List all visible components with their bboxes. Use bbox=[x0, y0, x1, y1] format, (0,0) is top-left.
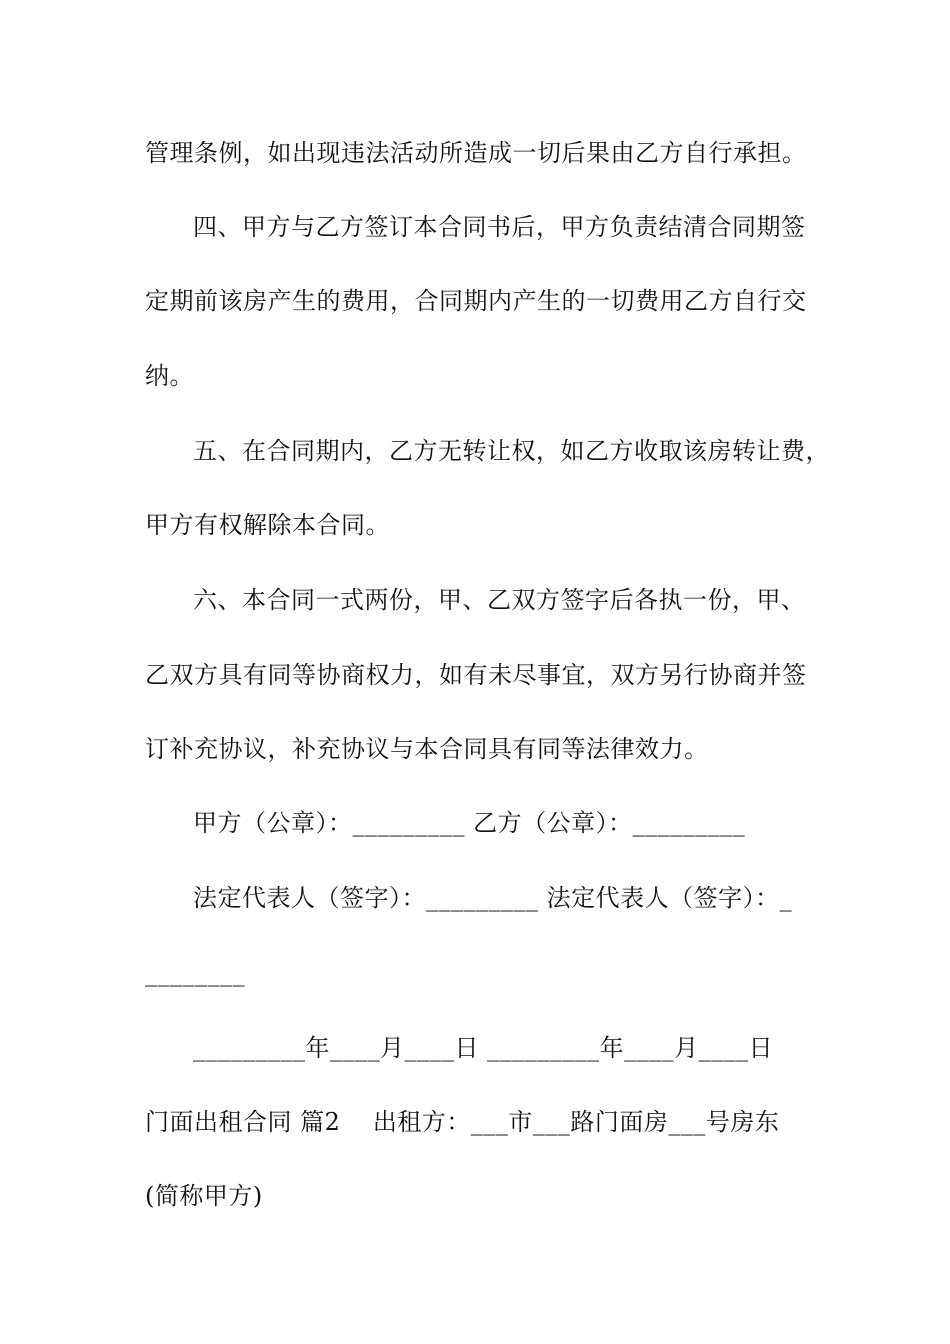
paragraph-line: 五、在合同期内，乙方无转让权，如乙方收取该房转让费， bbox=[193, 437, 830, 465]
signature-representative-continuation: ________ bbox=[145, 959, 245, 987]
paragraph-line: 甲方有权解除本合同。 bbox=[145, 511, 390, 539]
paragraph-line: 订补充协议，补充协议与本合同具有同等法律效力。 bbox=[145, 735, 709, 763]
paragraph-line: 定期前该房产生的费用，合同期内产生的一切费用乙方自行交 bbox=[145, 287, 807, 315]
signature-seal-line: 甲方（公章）：_________ 乙方（公章）：_________ bbox=[193, 809, 746, 837]
paragraph-line: 四、甲方与乙方签订本合同书后，甲方负责结清合同期签 bbox=[193, 213, 806, 241]
paragraph-line: 六、本合同一式两份，甲、乙双方签字后各执一份，甲、 bbox=[193, 586, 806, 614]
contract-heading-line: 门面出租合同 篇2 出租方：___市___路门面房___号房东 bbox=[145, 1108, 780, 1136]
paragraph-line: (简称甲方) bbox=[145, 1182, 263, 1210]
paragraph-line: 纳。 bbox=[145, 362, 194, 390]
paragraph-line: 乙双方具有同等协商权力，如有未尽事宜，双方另行协商并签 bbox=[145, 661, 807, 689]
paragraph-line: 管理条例，如出现违法活动所造成一切后果由乙方自行承担。 bbox=[145, 139, 807, 167]
signature-representative-line: 法定代表人（签字）：_________ 法定代表人（签字）：_ bbox=[193, 884, 793, 912]
signature-date-line: _________年____月____日 _________年____月____日 bbox=[193, 1034, 774, 1062]
